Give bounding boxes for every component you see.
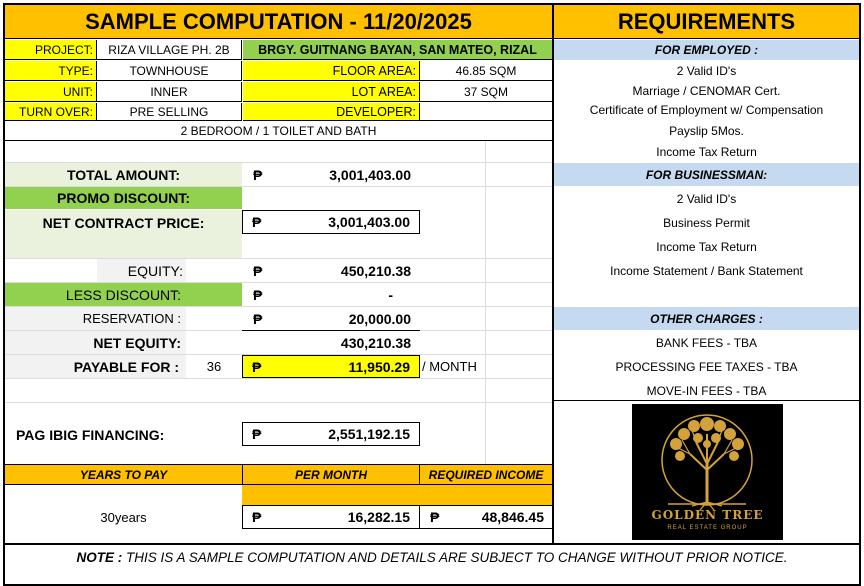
lot-area-value: 37 SQM bbox=[420, 82, 552, 102]
logo-name: GOLDEN TREE bbox=[651, 508, 764, 522]
requirement-item: Income Statement / Bank Statement bbox=[610, 263, 803, 278]
floor-area-label: FLOOR AREA: bbox=[243, 61, 420, 81]
logo-tagline: REAL ESTATE GROUP bbox=[667, 525, 748, 531]
page-title: SAMPLE COMPUTATION - 11/20/2025 bbox=[5, 5, 552, 39]
pagibig-box bbox=[242, 422, 420, 446]
note-text: THIS IS A SAMPLE COMPUTATION AND DETAILS ARE SUBJECT TO CHANGE WITHOUT PRIOR NOTICE. bbox=[122, 549, 788, 565]
pagibig-label: PAG IBIG FINANCING: bbox=[16, 426, 165, 443]
reservation-label: RESERVATION : bbox=[5, 307, 186, 330]
requirement-item: Certificate of Employment w/ Compensation bbox=[589, 103, 824, 117]
charge-item: MOVE-IN FEES - TBA bbox=[646, 383, 767, 398]
years-value: 30years bbox=[100, 509, 147, 525]
lot-area-label: LOT AREA: bbox=[243, 82, 420, 102]
unit-description: 2 BEDROOM / 1 TOILET AND BATH bbox=[5, 122, 552, 141]
table-spacer bbox=[242, 485, 552, 505]
requirement-item: 2 Valid ID's bbox=[676, 64, 737, 78]
requirements-title: REQUIREMENTS bbox=[554, 5, 859, 39]
col-years-to-pay: YEARS TO PAY bbox=[5, 464, 242, 485]
peso-sign: ₱ bbox=[252, 214, 262, 230]
equity-label: EQUITY: bbox=[97, 259, 186, 282]
charge-item: BANK FEES - TBA bbox=[655, 335, 758, 350]
ncp-box bbox=[242, 210, 420, 234]
project-value: RIZA VILLAGE PH. 2B bbox=[97, 40, 242, 60]
promo-discount-label: PROMO DISCOUNT: bbox=[5, 187, 242, 209]
requirement-item: Income Tax Return bbox=[656, 239, 757, 254]
per-month-suffix: / MONTH bbox=[422, 359, 477, 374]
payable-label: PAYABLE FOR : bbox=[5, 355, 186, 378]
requirement-item: Marriage / CENOMAR Cert. bbox=[632, 84, 781, 98]
unit-label: UNIT: bbox=[5, 82, 97, 102]
floor-area-value: 46.85 SQM bbox=[420, 61, 552, 81]
less-discount-value: - bbox=[388, 286, 393, 303]
reservation-value: 20,000.00 bbox=[348, 310, 411, 327]
peso-sign: ₱ bbox=[430, 509, 440, 525]
net-equity-label: NET EQUITY: bbox=[5, 331, 186, 354]
unit-value: INNER bbox=[97, 82, 242, 102]
income-value: 48,846.45 bbox=[481, 509, 544, 525]
payable-months: 36 bbox=[206, 359, 222, 374]
employed-header: FOR EMPLOYED : bbox=[554, 40, 859, 60]
total-amount-value: 3,001,403.00 bbox=[329, 166, 411, 183]
per-month-value: 16,282.15 bbox=[347, 509, 410, 525]
ncp-value: 3,001,403.00 bbox=[328, 214, 410, 230]
requirement-item: 2 Valid ID's bbox=[676, 191, 737, 206]
ncp-label-cell bbox=[5, 210, 242, 258]
requirement-item: Payslip 5Mos. bbox=[669, 124, 744, 138]
payable-box bbox=[242, 355, 420, 378]
net-equity-value: 430,210.38 bbox=[340, 334, 411, 351]
income-box bbox=[420, 505, 552, 529]
peso-sign: ₱ bbox=[252, 426, 262, 442]
peso-sign: ₱ bbox=[253, 166, 263, 183]
requirement-item: Income Tax Return bbox=[656, 145, 757, 159]
total-amount-label: TOTAL AMOUNT: bbox=[5, 163, 242, 186]
developer-value bbox=[420, 103, 552, 121]
golden-tree-logo bbox=[632, 404, 783, 540]
type-value: TOWNHOUSE bbox=[97, 61, 242, 81]
peso-sign: ₱ bbox=[253, 262, 263, 279]
less-discount-label: LESS DISCOUNT: bbox=[5, 283, 242, 306]
location-value: BRGY. GUITNANG BAYAN, SAN MATEO, RIZAL bbox=[243, 40, 552, 60]
requirement-item: Business Permit bbox=[663, 215, 750, 230]
peso-sign: ₱ bbox=[253, 310, 263, 327]
payable-value: 11,950.29 bbox=[348, 358, 410, 375]
peso-sign: ₱ bbox=[252, 358, 262, 375]
businessman-header: FOR BUSINESSMAN: bbox=[554, 163, 859, 186]
pagibig-value: 2,551,192.15 bbox=[328, 426, 410, 442]
per-month-box bbox=[242, 505, 420, 529]
turnover-value: PRE SELLING bbox=[97, 103, 242, 121]
turnover-label: TURN OVER: bbox=[5, 103, 97, 121]
equity-value: 450,210.38 bbox=[340, 262, 411, 279]
developer-label: DEVELOPER: bbox=[243, 103, 420, 121]
ncp-label: NET CONTRACT PRICE: bbox=[42, 215, 205, 231]
project-label: PROJECT: bbox=[5, 40, 97, 60]
type-label: TYPE: bbox=[5, 61, 97, 81]
col-per-month: PER MONTH bbox=[242, 464, 420, 485]
footer-note bbox=[5, 545, 859, 569]
other-charges-header: OTHER CHARGES : bbox=[554, 307, 859, 330]
note-label: NOTE : bbox=[76, 549, 123, 565]
peso-sign: ₱ bbox=[252, 509, 262, 525]
col-required-income: REQUIRED INCOME bbox=[420, 464, 552, 485]
charge-item: PROCESSING FEE TAXES - TBA bbox=[615, 359, 798, 374]
peso-sign: ₱ bbox=[253, 286, 263, 303]
